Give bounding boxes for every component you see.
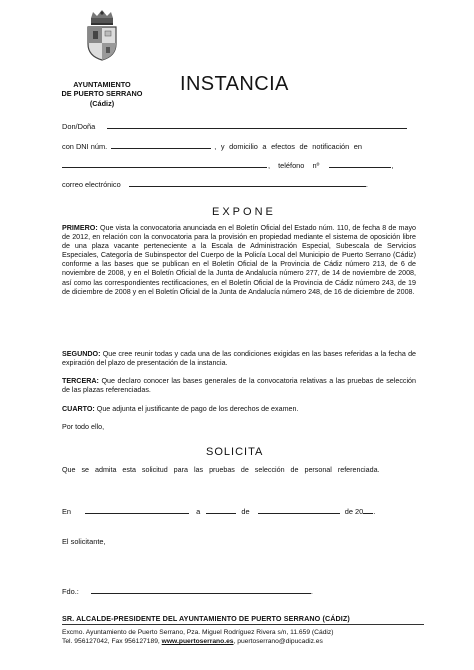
address-input-line[interactable]: [62, 161, 267, 168]
tercera-paragraph: [62, 377, 416, 395]
phone-comma: ,: [391, 161, 394, 170]
year-input-line[interactable]: [363, 507, 376, 516]
email-input-line[interactable]: [129, 180, 366, 187]
segundo-paragraph: [62, 350, 416, 368]
footer-divider: [62, 624, 424, 625]
solicitante-label: El solicitante,: [62, 537, 106, 546]
footer-contact: [62, 637, 432, 646]
place-input-line[interactable]: [85, 507, 189, 514]
cuarto-label: CUARTO:: [62, 405, 95, 413]
de2-label: de 20: [344, 507, 364, 516]
tercera-label: TERCERA:: [62, 377, 99, 385]
tercera-text: Que declaro conocer las bases generales de la convocatoria relativas a las pruebas de selección de las plazas referenciadas.: [62, 377, 416, 395]
telefono-label: , teléfono nº: [268, 161, 320, 170]
phone-input-line[interactable]: [329, 161, 394, 170]
footer-address-block: [62, 628, 432, 646]
footer-phone: Tel. 956127042, Fax 956127189,: [62, 638, 160, 645]
don-label: Don/Doña: [62, 122, 96, 131]
header-org-line2: DE PUERTO SERRANO: [61, 89, 143, 99]
cuarto-text: Que adjunta el justificante de pago de los derechos de examen.: [96, 405, 299, 413]
header-org-line3: (Cádiz): [89, 98, 115, 108]
closing-text: Por todo ello,: [62, 423, 105, 431]
domicilio-label: , y domicilio a efectos de notificación en: [214, 142, 362, 151]
month-input-line[interactable]: [258, 507, 340, 514]
cuarto-paragraph: [62, 405, 416, 414]
de1-label: de: [241, 507, 250, 516]
date-period: .: [373, 507, 376, 516]
segundo-label: SEGUNDO:: [62, 350, 101, 358]
document-title: INSTANCIA: [180, 73, 289, 95]
fdo-period: .: [310, 587, 313, 596]
date-row: [62, 507, 375, 516]
footer-address: Excmo. Ayuntamiento de Puerto Serrano, Pza. Miguel Rodríguez Rivera s/n, 11.659 (Cádiz): [62, 629, 334, 636]
coat-of-arms-icon: [84, 10, 120, 62]
dni-field-row: [62, 142, 362, 151]
fdo-row: [62, 587, 313, 596]
don-field-row: [62, 122, 407, 131]
address-field-row: [62, 161, 393, 170]
footer-email: , puertoserrano@dipucadiz.es: [233, 638, 323, 645]
dni-input-line[interactable]: [111, 142, 211, 149]
signature-input-line[interactable]: [91, 587, 311, 594]
email-field-row: [62, 180, 368, 189]
footer-website-link[interactable]: www.puertoserrano.es: [161, 638, 234, 645]
primero-paragraph: [62, 224, 416, 297]
name-input-line[interactable]: [107, 122, 407, 129]
solicita-text: Que se admita esta solicitud para las pruebas de selección de personal referenciada.: [62, 466, 380, 474]
expone-heading: EXPONE: [212, 206, 276, 218]
email-period: .: [365, 180, 368, 189]
a-label: a: [196, 507, 201, 516]
email-label: correo electrónico: [62, 180, 121, 189]
primero-text: Que vista la convocatoria anunciada en el Boletín Oficial del Estado núm. 110, de fecha 8 de mayo de 2012, en relación con la convocatoria para la provisión en propiedad mediante el sistema de oposición libre de una plaza vacante perteneciente a la Escala de Administración Especial, Subescala de Servicios Especiales, Categoría de Subinspector del Cuerpo de la Policía Local del Municipio de Puerto Serrano (Cádiz) conforme a las bases que se publican en el Boletín Oficial de la Provincia de Cádiz número 213, de 6 de noviembre de 2008, y en el Boletín Oficial de la Junta de Andalucía número 277, de 14 de noviembre de 2008, así como las correspondientes rectificaciones, en el Boletín Oficial de la Provincia de Cádiz número 243, de 19 de diciembre de 2008 y en el Boletín Oficial de la Junta de Andalucía número 248, de 16 de diciembre de 2008.: [62, 224, 417, 296]
header-organization: [50, 80, 154, 108]
footer-organization: SR. ALCALDE-PRESIDENTE DEL AYUNTAMIENTO DE PUERTO SERRANO (CÁDIZ): [62, 614, 350, 623]
day-input-line[interactable]: [206, 507, 236, 514]
solicita-heading: SOLICITA: [206, 446, 264, 458]
dni-label: con DNI núm.: [62, 142, 108, 151]
segundo-text: Que cree reunir todas y cada una de las condiciones exigidas en las bases referidas a la fecha de expiración del plazo de presentación de la instancia.: [62, 350, 417, 368]
fdo-label: Fdo.:: [62, 587, 79, 596]
primero-label: PRIMERO:: [62, 224, 98, 232]
en-label: En: [62, 507, 72, 516]
header-org-line1: AYUNTAMIENTO: [73, 80, 131, 89]
